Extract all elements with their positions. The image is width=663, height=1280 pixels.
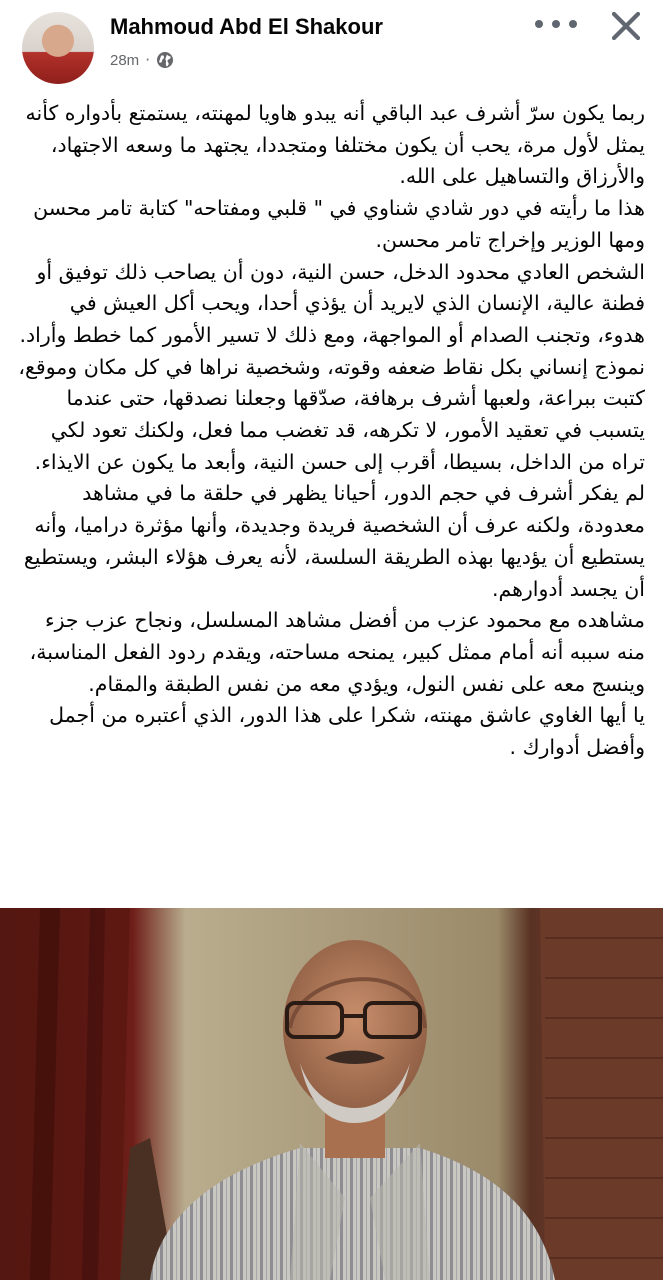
meta-separator: · [145,51,150,69]
post-text [18,98,645,764]
globe-icon [156,51,174,69]
post-paragraph: مشاهده مع محمود عزب من أفضل مشاهد المسلسل، ونجاح عزب جزء منه سببه أنه أمام ممثل كبير، يمنحه مساحته، ويقدم ردود الفعل المناسبة، وينسج معه على نفس النول، ويؤدي معه من نفس الطبقة والمقام. [29,608,645,696]
post-paragraph: نموذج إنساني بكل نقاط ضعفه وقوته، وشخصية نراها في كل مكان وموقع، كتبت ببراعة، ولعبها أشرف برهافة، صدّقها وجعلنا نصدقها، حتى عندما يتسبب في تعقيد الأمور، لا تكرهه، قد تغضب مما فعل، ولكنك تعود لكي تراه من الداخل، بسيطا، أقرب إلى حسن النية، وأبعد ما يكون عن الايذاء. [18,354,645,474]
post-paragraph: الشخص العادي محدود الدخل، حسن النية، دون أن يصاحب ذلك توفيق أو فطنة عالية، الإنسان الذي لايريد أن يؤذي أحدا، ويحب أكل العيش في هدوء، وتجنب الصدام أو المواجهة، ومع ذلك لا تسير الأمور كما خطط وأراد. [19,259,645,347]
post-paragraph: ربما يكون سرّ أشرف عبد الباقي أنه يبدو هاويا لمهنته، يستمتع بأدواره كأنه يمثل لأول مرة، يحب أن يكون مختلفا ومتجددا، يجتهد ما وسعه الاجتهاد، والأرزاق والتساهيل على الله. [25,101,645,189]
more-dot-icon [569,20,577,28]
post-paragraph: هذا ما رأيته في دور شادي شناوي في " قلبي ومفتاحه" كتابة تامر محسن ومها الوزير وإخراج تامر محسن. [33,196,645,252]
post-time[interactable]: 28m [110,51,140,69]
post-meta [110,51,174,69]
post-paragraph: يا أيها الغاوي عاشق مهنته، شكرا على هذا الدور، الذي أعتبره من أجمل وأفضل أدوارك . [49,703,645,760]
post-photo-image [0,908,663,1280]
close-button[interactable] [606,6,646,46]
author-avatar[interactable] [22,12,94,84]
author-name[interactable]: Mahmoud Abd El Shakour [110,14,383,39]
close-icon [606,6,646,46]
post-photo[interactable] [0,908,663,1280]
post-paragraph: لم يفكر أشرف في حجم الدور، أحيانا يظهر في حلقة ما في مشاهد معدودة، ولكنه عرف أن الشخصية فريدة وجديدة، وأنها مؤثرة دراميا، وأنه يستطيع أن يؤديها بهذه الطريقة السلسة، لأنه يعرف هؤلاء البشر، ويستطيع أن يجسد أدوارهم. [23,481,645,601]
post-header [0,0,663,90]
more-options-button[interactable] [535,14,577,34]
more-dot-icon [535,20,543,28]
more-dot-icon [552,20,560,28]
